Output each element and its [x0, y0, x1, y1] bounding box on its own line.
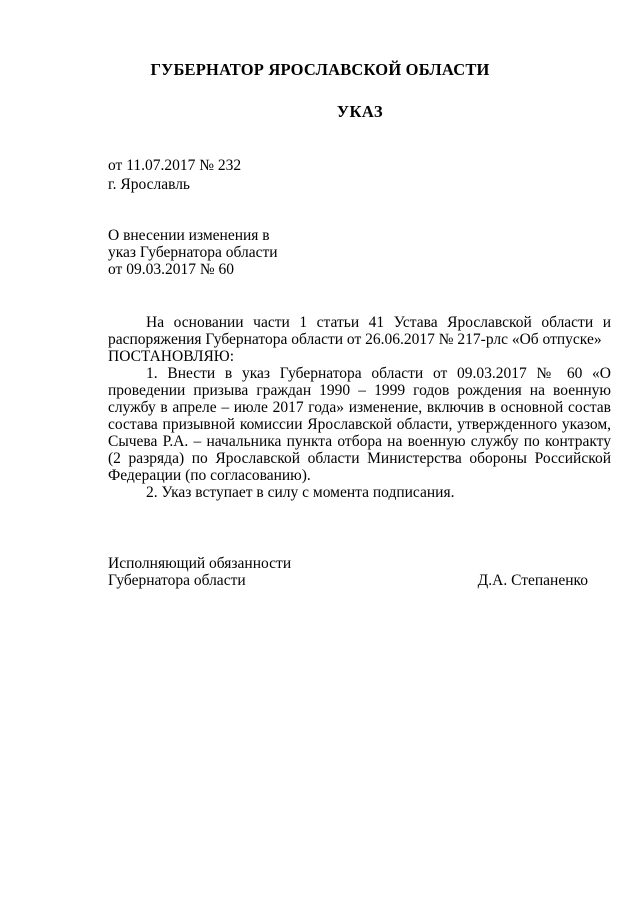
subject-line: О внесении изменения в: [108, 227, 270, 244]
city: г. Ярославль: [108, 176, 190, 193]
signature-row: [108, 555, 588, 572]
decree-word: ПОСТАНОВЛЯЮ:: [108, 348, 235, 365]
signature-row: [108, 572, 588, 589]
signer-position-line: Губернатора области: [108, 572, 246, 589]
signer-position-line: Исполняющий обязанности: [108, 555, 292, 572]
body-text: [108, 314, 611, 501]
signer-name: Д.А. Степаненко: [477, 572, 588, 589]
signature-block: [108, 555, 588, 589]
subject-block: [108, 227, 408, 278]
preamble-paragraph: На основании части 1 статьи 41 Устава Ярославской области и распоряжения Губернатора области от 26.06.2017 № 217-рлс «Об отпуске»: [108, 314, 611, 348]
date-number: от 11.07.2017 № 232: [108, 157, 242, 174]
subject-line: указ Губернатора области: [108, 244, 278, 261]
item-2-paragraph: 2. Указ вступает в силу с момента подписания.: [146, 484, 455, 501]
document-type: УКАЗ: [336, 102, 384, 121]
item-1-paragraph: 1. Внести в указ Губернатора области от 09.03.2017 № 60 «О проведении призыва граждан 1990 – 1999 годов рождения на военную службу в апреле – июле 2017 года» изменение, включив в основной состав состава призывной комиссии Ярославской области, утвержденного указом, Сычева Р.А. – начальника пункта отбора на военную службу по контракту (2 разряда) по Ярославской области Министерства обороны Российской Федерации (по согласованию).: [108, 365, 611, 484]
subject-line: от 09.03.2017 № 60: [108, 261, 234, 278]
issuer-title: ГУБЕРНАТОР ЯРОСЛАВСКОЙ ОБЛАСТИ: [150, 60, 490, 79]
